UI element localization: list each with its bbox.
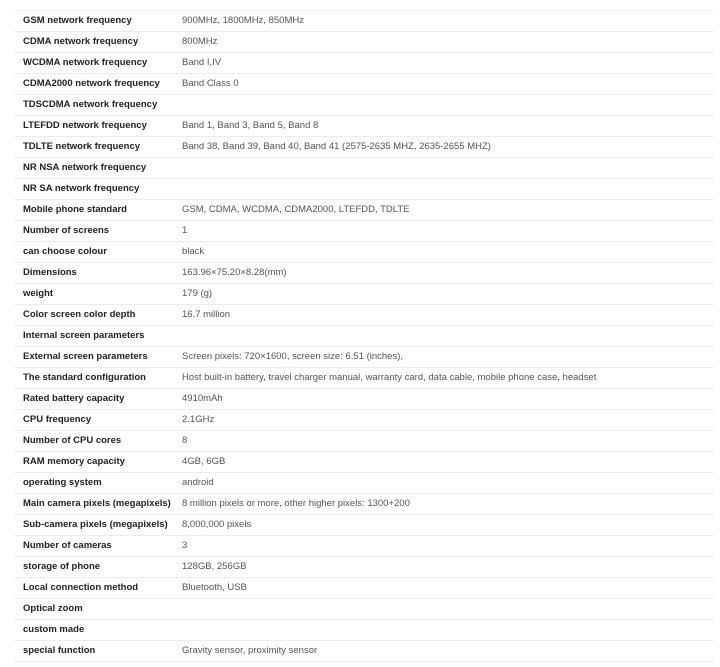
spec-value: Band Class 0 xyxy=(176,74,714,95)
spec-table-body xyxy=(14,11,714,662)
spec-label: Rated battery capacity xyxy=(14,389,176,410)
table-row xyxy=(14,74,714,95)
table-row xyxy=(14,347,714,368)
spec-label: NR NSA network frequency xyxy=(14,158,176,179)
spec-value: 4GB, 6GB xyxy=(176,452,714,473)
spec-value xyxy=(176,599,714,620)
table-row xyxy=(14,200,714,221)
spec-value: 128GB, 256GB xyxy=(176,557,714,578)
spec-value: Band 1, Band 3, Band 5, Band 8 xyxy=(176,116,714,137)
table-row xyxy=(14,179,714,200)
spec-label: Optical zoom xyxy=(14,599,176,620)
spec-value: Gravity sensor, proximity sensor xyxy=(176,641,714,662)
spec-value: 163.96×75.20×8.28(mm) xyxy=(176,263,714,284)
spec-table xyxy=(14,10,714,662)
spec-label: operating system xyxy=(14,473,176,494)
table-row xyxy=(14,410,714,431)
table-row xyxy=(14,242,714,263)
spec-value: 8 xyxy=(176,431,714,452)
table-row xyxy=(14,452,714,473)
table-row xyxy=(14,473,714,494)
table-row xyxy=(14,389,714,410)
table-row xyxy=(14,221,714,242)
spec-value: black xyxy=(176,242,714,263)
table-row xyxy=(14,137,714,158)
table-row xyxy=(14,326,714,347)
spec-label: The standard configuration xyxy=(14,368,176,389)
table-row xyxy=(14,620,714,641)
spec-value: 900MHz, 1800MHz, 850MHz xyxy=(176,11,714,32)
spec-label: can choose colour xyxy=(14,242,176,263)
spec-label: Number of cameras xyxy=(14,536,176,557)
table-row xyxy=(14,431,714,452)
spec-label: WCDMA network frequency xyxy=(14,53,176,74)
table-row xyxy=(14,284,714,305)
table-row xyxy=(14,599,714,620)
table-row xyxy=(14,11,714,32)
spec-label: External screen parameters xyxy=(14,347,176,368)
spec-label: Number of screens xyxy=(14,221,176,242)
table-row xyxy=(14,368,714,389)
spec-label: Local connection method xyxy=(14,578,176,599)
spec-value: 4910mAh xyxy=(176,389,714,410)
spec-value: 8,000,000 pixels xyxy=(176,515,714,536)
spec-value: Band I,IV xyxy=(176,53,714,74)
spec-label: Mobile phone standard xyxy=(14,200,176,221)
spec-label: GSM network frequency xyxy=(14,11,176,32)
table-row xyxy=(14,53,714,74)
spec-label: Sub-camera pixels (megapixels) xyxy=(14,515,176,536)
table-row xyxy=(14,515,714,536)
spec-label: LTEFDD network frequency xyxy=(14,116,176,137)
spec-label: storage of phone xyxy=(14,557,176,578)
spec-label: TDSCDMA network frequency xyxy=(14,95,176,116)
table-row xyxy=(14,557,714,578)
spec-label: RAM memory capacity xyxy=(14,452,176,473)
spec-value: 800MHz xyxy=(176,32,714,53)
spec-label: Number of CPU cores xyxy=(14,431,176,452)
table-row xyxy=(14,32,714,53)
spec-value: 1 xyxy=(176,221,714,242)
spec-label: CDMA network frequency xyxy=(14,32,176,53)
spec-value: 179 (g) xyxy=(176,284,714,305)
spec-value xyxy=(176,326,714,347)
table-row xyxy=(14,641,714,662)
spec-label: TDLTE network frequency xyxy=(14,137,176,158)
spec-label: Color screen color depth xyxy=(14,305,176,326)
table-row xyxy=(14,116,714,137)
spec-label: Dimensions xyxy=(14,263,176,284)
spec-value xyxy=(176,179,714,200)
table-row xyxy=(14,95,714,116)
spec-label: custom made xyxy=(14,620,176,641)
spec-label: NR SA network frequency xyxy=(14,179,176,200)
spec-value: 8 million pixels or more, other higher pixels: 1300+200 xyxy=(176,494,714,515)
table-row xyxy=(14,578,714,599)
table-row xyxy=(14,263,714,284)
spec-label: Internal screen parameters xyxy=(14,326,176,347)
spec-value: 3 xyxy=(176,536,714,557)
spec-label: CDMA2000 network frequency xyxy=(14,74,176,95)
table-row xyxy=(14,305,714,326)
table-row xyxy=(14,494,714,515)
table-row xyxy=(14,536,714,557)
table-row xyxy=(14,158,714,179)
spec-value: Bluetooth, USB xyxy=(176,578,714,599)
spec-value: android xyxy=(176,473,714,494)
spec-label: Main camera pixels (megapixels) xyxy=(14,494,176,515)
spec-value: 16.7 million xyxy=(176,305,714,326)
spec-value xyxy=(176,95,714,116)
spec-value: 2.1GHz xyxy=(176,410,714,431)
spec-value: Band 38, Band 39, Band 40, Band 41 (2575-2635 MHZ, 2635-2655 MHZ) xyxy=(176,137,714,158)
spec-value: Screen pixels: 720×1600, screen size: 6.51 (inches), xyxy=(176,347,714,368)
spec-label: weight xyxy=(14,284,176,305)
spec-value: GSM, CDMA, WCDMA, CDMA2000, LTEFDD, TDLTE xyxy=(176,200,714,221)
spec-value xyxy=(176,620,714,641)
spec-value xyxy=(176,158,714,179)
spec-value: Host built-in battery, travel charger manual, warranty card, data cable, mobile phone case, headset xyxy=(176,368,714,389)
spec-label: CPU frequency xyxy=(14,410,176,431)
spec-label: special function xyxy=(14,641,176,662)
